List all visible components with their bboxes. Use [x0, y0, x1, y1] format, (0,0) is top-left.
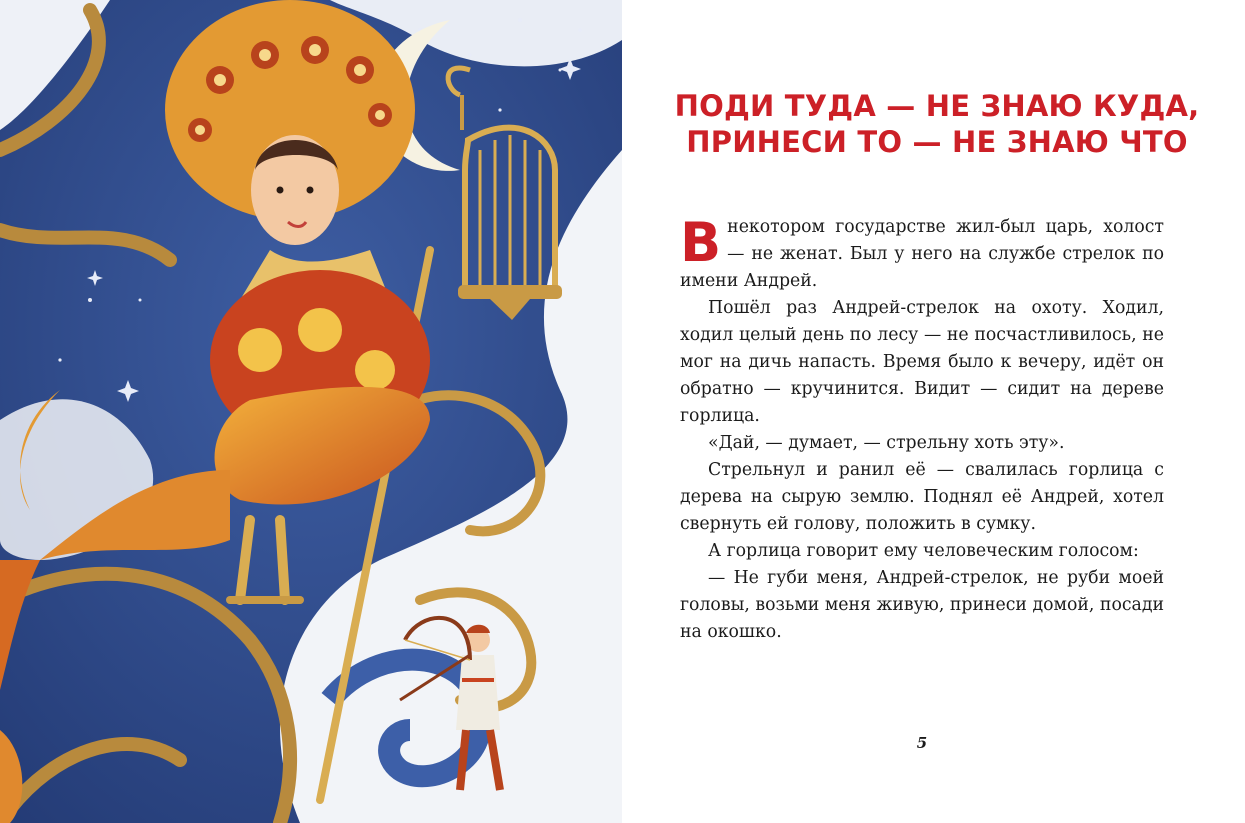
drop-cap: В — [680, 211, 722, 274]
fairy-tale-illustration — [0, 0, 622, 823]
illustration-page — [0, 0, 622, 823]
story-title — [662, 88, 1212, 160]
title-line-1: ПОДИ ТУДА — НЕ ЗНАЮ КУДА, — [674, 89, 1200, 123]
title-line-2: ПРИНЕСИ ТО — НЕ ЗНАЮ ЧТО — [686, 125, 1188, 159]
paragraph-4: Стрельнул и ранил её — свалилась горлица с дерева на сырую землю. Поднял её Андрей, хотел свернуть ей голову, положить в сумку. — [680, 460, 1164, 534]
paragraph-2: Пошёл раз Андрей-стрелок на охоту. Ходил, ходил целый день по лесу — не посчастливилось, не мог на дичь напасть. Время было к вечеру, идёт он обратно — кручинится. Видит — сидит на дереве горлица. — [680, 298, 1164, 426]
paragraph-5: А горлица говорит ему человеческим голосом: — [708, 541, 1139, 561]
page-number: 5 — [916, 734, 928, 752]
paragraph-6: — Не губи меня, Андрей-стрелок, не руби моей головы, возьми меня живую, принеси домой, посади на окошко. — [680, 568, 1164, 642]
paragraph-1: В некотором государстве жил-был царь, холост — не женат. Был у него на службе стрелок по имени Андрей. — [680, 211, 1164, 291]
text-page — [622, 0, 1245, 823]
story-body — [680, 211, 1164, 646]
paragraph-3: «Дай, — думает, — стрельну хоть эту». — [708, 433, 1065, 453]
